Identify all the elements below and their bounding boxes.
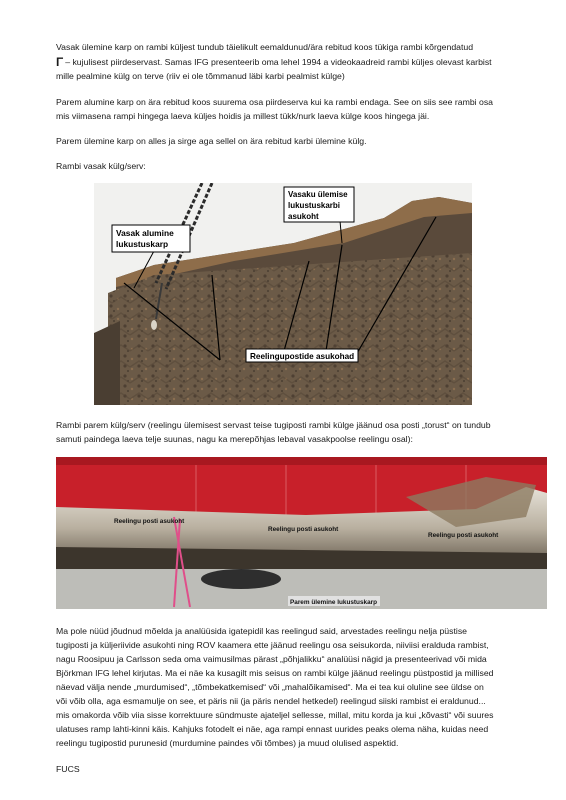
paragraph-6-line-2: tugiposti ja küljeriivide asukohti ning ROV kaamera ette jäänud reelingu osa seisukorda, niiviisi eralduda rambist, [56,640,489,650]
paragraph-1-line-2-text: – kujulisest piirdeservast. Samas IFG presenteerib oma lehel 1994 a videokaadreid rambi küljes olevast karbist [65,57,492,67]
paragraph-5-line-2: samuti paindega laeva telje suunas, nagu ka merepõhjas lebaval vasakpoolse reelingu osal): [56,434,413,444]
photo2-label-mid: Reelingu posti asukoht [268,526,339,533]
callout-left-line-1: Vasak alumine [116,228,174,238]
photo2-label-right: Reelingu posti asukoht [428,532,499,539]
callout-right-line-1: Vasaku ülemise [288,190,348,199]
paragraph-6-line-1: Ma pole nüüd jõudnud mõelda ja analüüsida igatepidil kas reelingud said, arvestades reelingu nelja püstise [56,626,468,636]
gamma-symbol: Γ [56,55,64,69]
signature: FUCS [56,764,80,774]
paragraph-1-line-3: mille pealmine külg on terve (riiv ei ole tõmmanud läbi karbi pealmist külge) [56,71,345,81]
photo2-label-left: Reelingu posti asukoht [114,518,185,525]
paragraph-4-caption: Rambi vasak külg/serv: [56,161,146,171]
paragraph-1-line-2 [56,56,526,70]
paragraph-6-line-6: või võib olla, aga esmamulje on see, et päris nii (ja päris nendel hetkedel) reelingud siiski rambist ei eraldunud... [56,696,486,706]
photo2-label-bottom: Parem ülemine lukustuskarp [290,599,378,606]
paragraph-6-line-5: näevad välja nende „murdumised“, „tõmbekatkemised“ või „mahalõikamised“. Ma ei tea kui oluline see üldse on [56,682,484,692]
callout-left-line-2: lukustuskarp [116,239,169,249]
paragraph-1-line-1: Vasak ülemine karp on rambi küljest tundub täielikult eemaldunud/ära rebitud koos tükiga rambi kõrgendatud [56,42,474,52]
paragraph-6-line-8: ulatuses ramp lahti-kinni käis. Kahjuks fotodelt ei näe, aga rampi ennast uurides peaks olema näha, kuidas need [56,724,489,734]
callout-right-line-2: lukustuskarbi [288,201,341,210]
paragraph-6-line-4: Björkman IFG lehel kirjutas. Ma ei näe ka kusagilt mis seisus on rambi külge jäänud reelingu püstpostid ja millised [56,668,494,678]
paragraph-6-line-7: mis omakorda võib viia sisse korrektuure sündmuste ajateljel sellesse, millal, mitu korda ja kui „kõvasti“ või suures [56,710,494,720]
paragraph-2-line-1: Parem alumine karp on ära rebitud koos suurema osa piirdeserva kui ka rambi endaga. See on siis see rambi osa [56,97,494,107]
paragraph-6-line-3: nagu Roosipuu ja Carlsson seda oma vaimusilmas pärast „põhjalikku“ analüüsi nägid ja presenteerivad või mida [56,654,487,664]
paragraph-2-line-2: mis viimasena rampi hingega laeva küljes hoidis ja millest tükk/nurk laeva külge koos hingega jäi. [56,111,430,121]
paragraph-3: Parem ülemine karp on alles ja sirge aga sellel on ära rebitud karbi ülemine külg. [56,136,367,146]
callout-bottom-text: Reelingupostide asukohad [250,352,355,361]
paragraph-6-line-9: reelingu tugipostid purunesid (murdumine paindes või tõmbes) ja muud olulised aspektid. [56,738,399,748]
ramp-left-side-photo [94,183,472,405]
paragraph-5-line-1: Rambi parem külg/serv (reelingu ülemisest servast teise tugiposti rambi külge jäänud osa posti „torust“ on tundub [56,420,491,430]
ramp-right-side-photo [56,457,547,609]
callout-right-line-3: asukoht [288,212,319,221]
